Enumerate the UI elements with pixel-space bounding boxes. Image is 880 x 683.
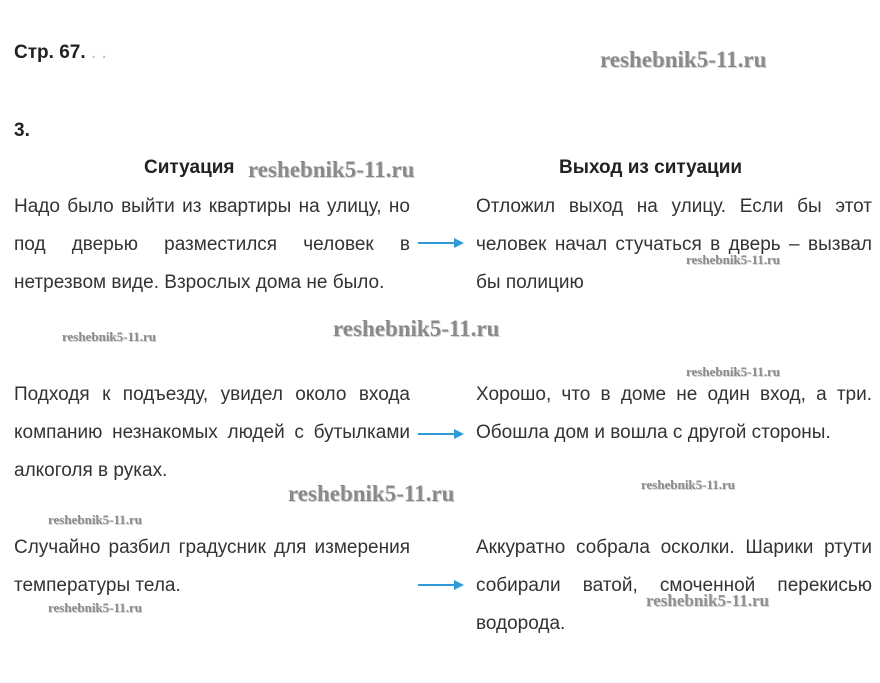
watermark: reshebnik5-11.ru (333, 316, 500, 341)
row-3-situation: Случайно разбил градусник для измерения температуры тела. (14, 537, 410, 596)
row-2-solution: Хорошо, что в доме не один вход, а три. Обошла дом и вошла с другой стороны. (476, 384, 872, 443)
watermark: reshebnik5-11.ru (600, 47, 767, 72)
arrow-right-icon (418, 237, 464, 249)
row-2-situation: Подходя к подъезду, увидел около входа компанию незнакомых людей с бутылками алкоголя в руках. (14, 384, 410, 481)
header-situation: Ситуация (144, 157, 235, 178)
watermark: reshebnik5-11.ru (686, 252, 781, 267)
row-3-solution: Аккуратно собрала осколки. Шарики ртути собирали ватой, смоченной перекисью водорода. (476, 537, 872, 634)
page-title (14, 42, 107, 64)
task-number: 3. (14, 120, 30, 141)
watermark: reshebnik5-11.ru (48, 600, 143, 615)
arrow-right-icon (418, 428, 464, 440)
page-number-label: Стр. 67. (14, 42, 86, 63)
watermark: reshebnik5-11.ru (686, 364, 781, 379)
arrow-right-icon (418, 579, 464, 591)
watermark: reshebnik5-11.ru (646, 591, 769, 610)
watermark: reshebnik5-11.ru (641, 477, 736, 492)
row-1-solution: Отложил выход на улицу. Если бы этот человек начал стучаться в дверь – вызвал бы полицию (476, 196, 872, 293)
row-1-situation: Надо было выйти из квартиры на улицу, но под дверью разместился человек в нетрезвом виде. Взрослых дома не было. (14, 196, 410, 293)
header-solution: Выход из ситуации (559, 157, 743, 178)
watermark: reshebnik5-11.ru (48, 512, 143, 527)
watermark: reshebnik5-11.ru (62, 329, 157, 344)
watermark: reshebnik5-11.ru (288, 481, 455, 506)
watermark: reshebnik5-11.ru (248, 157, 415, 182)
title-dots: . . (90, 42, 107, 63)
